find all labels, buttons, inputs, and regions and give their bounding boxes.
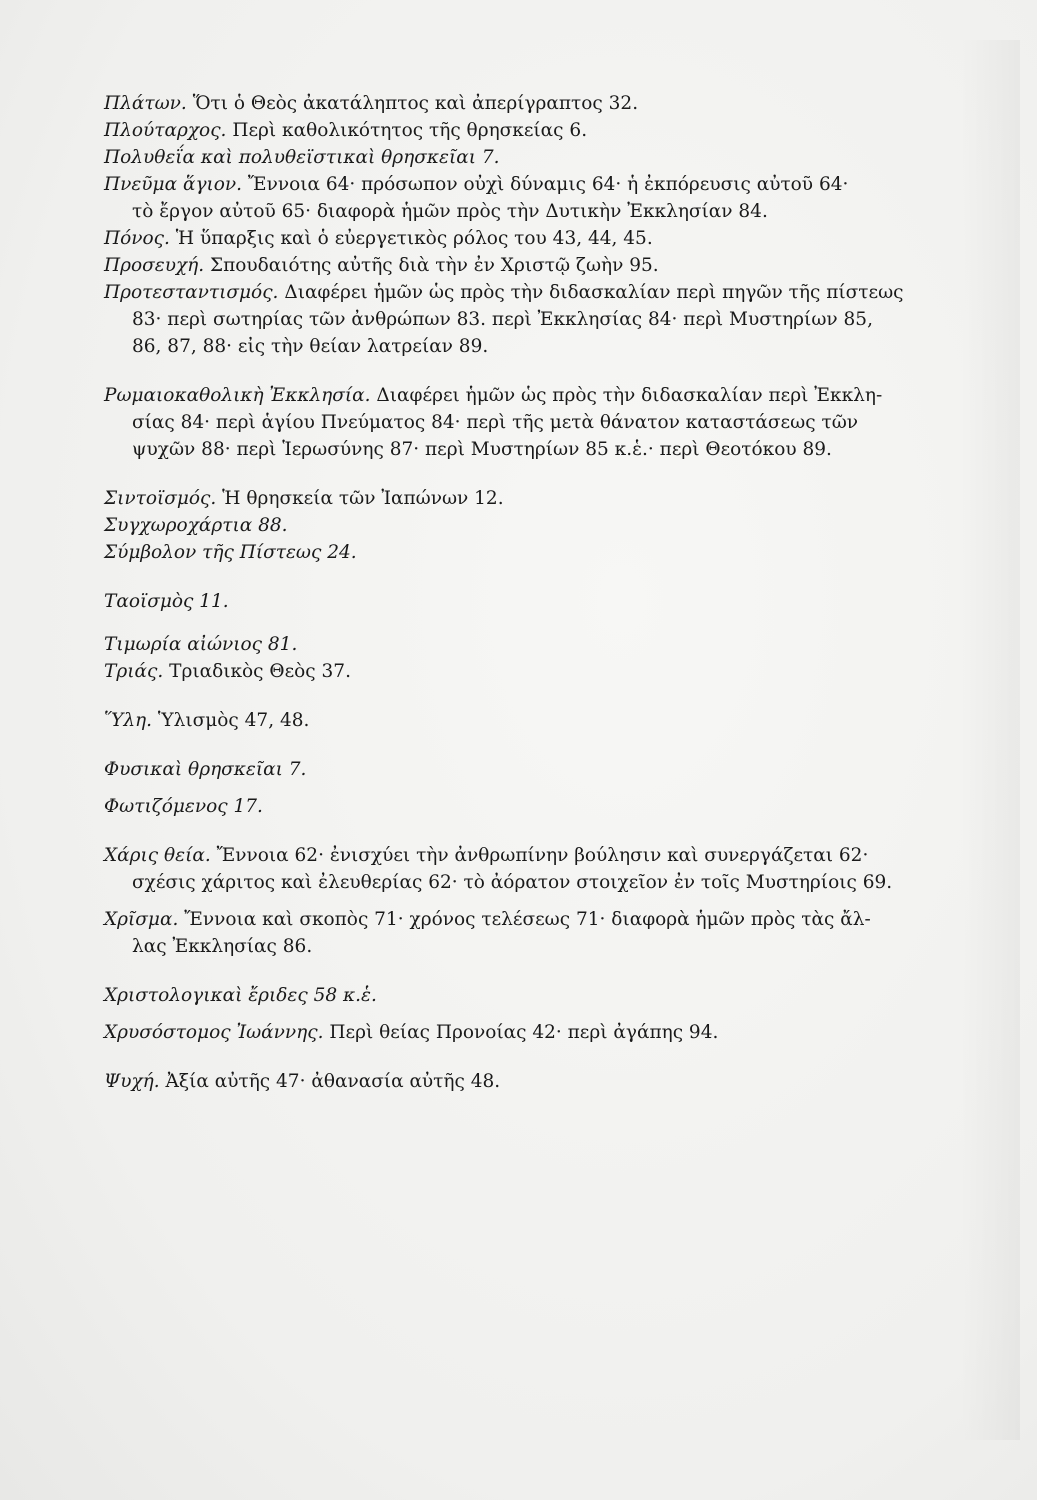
index-entry	[104, 1068, 984, 1095]
entry-heading: Προτεσταντισμός.	[104, 282, 279, 303]
entry-text: Ἔννοια 64· πρόσωπον οὐχὶ δύναμις 64· ἡ ἐκπόρευσις αὐτοῦ 64·	[247, 174, 849, 195]
index-entry	[104, 842, 984, 896]
entry-heading: Πνεῦμα ἅγιον.	[104, 174, 243, 195]
entry-continuation: 86, 87, 88· εἰς τὴν θείαν λατρείαν 89.	[132, 336, 489, 357]
entry-text: Ὅτι ὁ Θεὸς ἀκατάληπτος καὶ ἀπερίγραπτος 32.	[192, 93, 639, 114]
entry-continuation: σίας 84· περὶ ἁγίου Πνεύματος 84· περὶ τῆς μετὰ θάνατον καταστάσεως τῶν	[132, 412, 859, 433]
entry-heading: Φωτιζόμενος 17.	[104, 796, 263, 817]
entry-heading: Πόνος.	[104, 228, 170, 249]
index-entry	[104, 485, 984, 512]
entry-text: Ἔννοια 62· ἐνισχύει τὴν ἀνθρωπίνην βούλησιν καὶ συνεργάζεται 62·	[216, 845, 869, 866]
entry-continuation: τὸ ἔργον αὐτοῦ 65· διαφορὰ ἡμῶν πρὸς τὴν Δυτικὴν Ἐκκλησίαν 84.	[132, 201, 768, 222]
index-entry	[104, 117, 984, 144]
entry-heading: Χριστολογικαὶ ἔριδες 58 κ.ἑ.	[104, 985, 377, 1006]
entry-text: Ἔννοια καὶ σκοπὸς 71· χρόνος τελέσεως 71· διαφορὰ ἡμῶν πρὸς τὰς ἄλ-	[184, 909, 871, 930]
entry-text: Ὑλισμὸς 47, 48.	[157, 710, 310, 731]
entry-continuation: ψυχῶν 88· περὶ Ἱερωσύνης 87· περὶ Μυστηρίων 85 κ.ἑ.· περὶ Θεοτόκου 89.	[132, 439, 832, 460]
entry-heading: Ταοϊσμὸς 11.	[104, 591, 229, 612]
entry-heading: Τιμωρία αἰώνιος 81.	[104, 634, 298, 655]
index-entry	[104, 539, 984, 566]
index-entry	[104, 588, 984, 615]
entry-heading: Χρυσόστομος Ἰωάννης.	[104, 1022, 324, 1043]
entry-heading: Σιντοϊσμός.	[104, 488, 217, 509]
entry-heading: Ὕλη.	[104, 710, 153, 731]
index-entry	[104, 982, 984, 1009]
index-entry	[104, 225, 984, 252]
entry-heading: Πλούταρχος.	[104, 120, 227, 141]
entry-heading: Φυσικαὶ θρησκεῖαι 7.	[104, 759, 307, 780]
index-entry	[104, 279, 984, 360]
index-entry	[104, 793, 984, 820]
entry-heading: Χρῖσμα.	[104, 909, 179, 930]
entry-heading: Συγχωροχάρτια 88.	[104, 515, 288, 536]
index-entry	[104, 707, 984, 734]
entry-text: Περὶ καθολικότητος τῆς θρησκείας 6.	[232, 120, 588, 141]
index-entry	[104, 658, 984, 685]
entry-heading: Τριάς.	[104, 661, 164, 682]
entry-heading: Ρωμαιοκαθολικὴ Ἐκκλησία.	[104, 385, 371, 406]
entry-text: Σπουδαιότης αὐτῆς διὰ τὴν ἐν Χριστῷ ζωὴν 95.	[210, 255, 659, 276]
index-entry	[104, 1019, 984, 1046]
entry-text: Τριαδικὸς Θεὸς 37.	[169, 661, 351, 682]
index-entry	[104, 631, 984, 658]
index-entry	[104, 90, 984, 117]
entry-text: Ἡ θρησκεία τῶν Ἰαπώνων 12.	[222, 488, 504, 509]
index-entry	[104, 382, 984, 463]
entry-continuation: σχέσις χάριτος καὶ ἐλευθερίας 62· τὸ ἀόρατον στοιχεῖον ἐν τοῖς Μυστηρίοις 69.	[132, 872, 893, 893]
entry-text: Ἡ ὕπαρξις καὶ ὁ εὐεργετικὸς ρόλος του 43, 44, 45.	[175, 228, 653, 249]
entry-heading: Χάρις θεία.	[104, 845, 211, 866]
entry-heading: Πολυθεΐα καὶ πολυθεϊστικαὶ θρησκεῖαι 7.	[104, 147, 500, 168]
index-entry	[104, 144, 984, 171]
entry-text: Ἀξία αὐτῆς 47· ἀθανασία αὐτῆς 48.	[165, 1071, 501, 1092]
index-entry	[104, 756, 984, 783]
index-entry	[104, 512, 984, 539]
entry-text: Διαφέρει ἡμῶν ὡς πρὸς τὴν διδασκαλίαν περὶ πηγῶν τῆς πίστεως	[284, 282, 904, 303]
entry-heading: Πλάτων.	[104, 93, 187, 114]
subject-index	[104, 90, 984, 1095]
index-entry	[104, 171, 984, 225]
index-entry	[104, 252, 984, 279]
entry-continuation: 83· περὶ σωτηρίας τῶν ἀνθρώπων 83. περὶ Ἐκκλησίας 84· περὶ Μυστηρίων 85,	[132, 309, 873, 330]
entry-text: Διαφέρει ἡμῶν ὡς πρὸς τὴν διδασκαλίαν περὶ Ἐκκλη-	[376, 385, 883, 406]
entry-text: Περὶ θείας Προνοίας 42· περὶ ἀγάπης 94.	[329, 1022, 719, 1043]
entry-heading: Ψυχή.	[104, 1071, 160, 1092]
entry-heading: Προσευχή.	[104, 255, 205, 276]
entry-continuation: λας Ἐκκλησίας 86.	[132, 936, 313, 957]
entry-heading: Σύμβολον τῆς Πίστεως 24.	[104, 542, 357, 563]
index-entry	[104, 906, 984, 960]
